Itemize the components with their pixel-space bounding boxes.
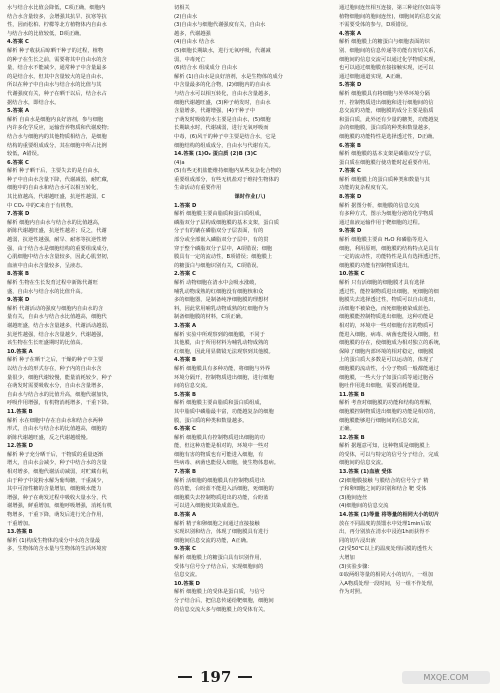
text-line: (2)受50℃以上的温度处理后膜的透性大 — [339, 546, 433, 553]
text-line: 同的切片浸出液 — [339, 537, 376, 544]
text-line: 解析 水在细胞中存在自由水和结合水两种 — [7, 417, 104, 424]
text-line: 与结合水的比值较低，D项正确。 — [7, 30, 85, 37]
text-line: 11.答案 B — [7, 408, 33, 415]
text-line: 中 CO₂ 中的C来自于有机物。 — [7, 202, 77, 209]
text-line: 解析 细胞内自由水与结合水的比值越高， — [7, 219, 104, 226]
text-line: 一定的流动性，功能特性是具有选择透过性， — [339, 254, 444, 261]
text-line: 解析 细胞膜具有多种功能，将细胞与外界 — [174, 365, 271, 372]
text-line: 11.答案 B — [339, 391, 365, 398]
text-line: 切相关 — [174, 5, 190, 11]
text-line: 能进入细胞，病毒、病菌也能侵入细胞，但 — [339, 331, 439, 338]
text-line: 10.答案 A — [7, 348, 33, 355]
text-line: 与结合水可以相互转化，自由水含量越多， — [174, 90, 274, 97]
text-line: 抗逆性越强，结合水含量越少，代谢越强， — [7, 331, 107, 338]
text-line: 中含量最多的化合物，(2)细胞内的自由水 — [174, 82, 271, 89]
text-line: 细胞结构的组成成分，自由水与代谢有关。 — [174, 142, 274, 149]
text-column-right — [339, 4, 495, 664]
text-line: 生命活动有重要作用 — [174, 185, 222, 192]
text-line: 细胞中的自由水和结合水可以相互转化， — [7, 185, 102, 192]
text-line: 其中脂质中磷脂最丰富，功能越复杂的细胞 — [174, 408, 274, 415]
text-line: 4.答案 A — [339, 30, 362, 37]
text-line: 中毒，(6)风干的种子中主要是结合水，它是 — [174, 133, 276, 140]
text-line: 保障了细胞内部环境的相对稳定，细胞膜 — [339, 348, 434, 355]
text-line: 10.答案 D — [174, 580, 200, 587]
text-line: 解析 活细胞的细胞膜具有控制物质进出 — [174, 477, 265, 484]
text-line: 膜，蛋白质的种类和数量越多。 — [174, 417, 248, 424]
text-line: 解析 据题意可知，这种物质是细胞膜上 — [339, 443, 430, 450]
text-line: 解析 (1)构成生物体的成分中水的含量最 — [7, 537, 101, 544]
text-line: 量很少，细胞代谢较慢，能量消耗较少，种子 — [7, 374, 112, 381]
text-line: 的糖蛋白与细胞识别有关，C项错误。 — [174, 262, 262, 269]
text-line: 植物细胞间的胞间连丝)，细胞间的信息交流 — [339, 13, 441, 20]
text-line: 含量增多，代谢增强，(4)干种子中 — [174, 108, 255, 115]
text-line: 细胞，利用原则，细胞膜的结构特点是具有 — [339, 245, 439, 252]
text-line: 可以进入细胞使其染成蓝色。 — [174, 503, 243, 510]
text-line: 13.答案 B — [7, 529, 33, 536]
text-line: 其他膜，由于所用材料为哺乳动物成熟的 — [174, 340, 269, 347]
text-line: 7.答案 D — [7, 211, 30, 218]
text-line: 越弱，抗逆性越强，耐旱、耐寒等抗逆性增 — [7, 237, 107, 244]
page-number: 197 — [200, 668, 232, 686]
page-footer — [0, 668, 500, 688]
text-line: 环境分隔开，控制物质进出细胞，进行细胞 — [174, 374, 274, 381]
text-line: 较低，A错误。 — [7, 151, 43, 158]
text-line: 越多，代谢越强 — [174, 30, 211, 37]
text-line: 也可以通过细胞膜直接接触实现，还可以 — [339, 65, 434, 72]
text-line: 解析 实验中所观察到的细胞膜，不同于 — [174, 331, 265, 338]
text-line: 的受体，可以与特定的信号分子结合，完成 — [339, 451, 439, 458]
text-line: 形式，自由水与结合水的比值越高，细胞的 — [7, 426, 107, 433]
text-line: 增强，种子在萌发过程中吸收大量水分，代 — [7, 494, 107, 501]
text-line: 谢增强，鲜重增加，细胞呼吸增强，消耗有机 — [7, 503, 112, 510]
text-line: 5.答案 B — [174, 391, 196, 398]
text-line: 8.答案 B — [7, 271, 29, 278]
text-line: 增大，自由水会减少，种子中结合水的含量 — [7, 460, 107, 467]
text-line: 细胞膜控制物质进出细胞的功能是相对的， — [339, 408, 439, 415]
text-line: 6.答案 B — [339, 142, 361, 149]
text-line: 能，但这种功能是相对的，环境中一些对 — [174, 443, 269, 450]
text-line: (3)胞间连丝 — [339, 494, 368, 501]
text-line: 杂的细胞膜，蛋白质的种类和数量越多， — [339, 125, 434, 132]
text-line: (5)细胞长期缺水，进行无氧呼吸，代谢减 — [174, 47, 271, 54]
text-line: 膜具有一定的流动性，B项错误；细胞膜上 — [174, 254, 273, 261]
text-line: 相对增多，细胞代谢活动减弱，对贮藏有利， — [7, 469, 112, 476]
text-line: 透过性，能控制物质进出细胞，死细胞的细 — [339, 288, 439, 295]
text-line: 哺乳动物成熟的红细胞没有细胞核和众 — [174, 288, 264, 295]
text-line: 物增多，干重下降，萌发后进行光合作用， — [7, 512, 107, 519]
text-line: 由于种子中淀粉水解为葡萄糖，干重减少， — [7, 477, 107, 484]
text-line: (4)a — [174, 159, 185, 166]
text-line: 1.答案 D — [174, 202, 197, 209]
text-line: 制备细胞膜的材料，C项正确。 — [174, 314, 246, 321]
text-line: 有多种方式，图示为细胞分泌的化学物质 — [339, 211, 434, 218]
text-line: 实现识别和结合，体现了细胞膜具有进行 — [174, 529, 269, 536]
text-line: 细胞膜的功能有控制物质进出。 — [339, 262, 413, 269]
text-line: 解析 精子和卵细胞之间通过直接接触 — [174, 520, 260, 527]
text-line: 部分或全部嵌入磷脂双分子层中，有的贯 — [174, 237, 269, 244]
text-line: 入A物质处理一段时间，另一组不作处理， — [339, 580, 438, 587]
text-line: 细胞膜失去控制物质进出的功能，台盼蓝 — [174, 494, 269, 501]
text-line: 结构的重要组成成分，其在细胞中所占比例 — [7, 142, 107, 149]
text-line: 解析 种子晒干后，主要失去的是自由水， — [7, 168, 104, 175]
text-line: 心肌细胞中结合水含量较多，因此心肌坚韧， — [7, 254, 112, 261]
text-line: 4.答案 B — [174, 357, 196, 364]
text-line: 其中可溶性糖的含量增加，细胞吸水能力 — [7, 486, 102, 493]
text-line: 解析 细胞膜上的糖蛋白与细胞表面的识 — [339, 39, 430, 46]
text-line: 通过胞间连丝相互连接，第三种途径(如高等 — [339, 5, 441, 11]
text-line: 开、控制物质进出细胞和进行细胞间的信 — [339, 99, 434, 106]
text-line: 细胞间的信息交流。 — [339, 460, 387, 467]
text-line: 内许多化学反应，运输营养物质和代谢废物； — [7, 125, 112, 132]
text-line: 通过血液运输作用于靶细胞的过程。 — [339, 219, 423, 226]
text-line: 蛋白质在细胞膜行使功能时起重要作用。 — [339, 159, 434, 166]
text-line: 细胞间的信息交流可以通过化学物质实现， — [339, 56, 439, 63]
text-line: 解析 细胞膜的基本支架是磷脂双分子层， — [339, 151, 436, 158]
text-line: (3)实验步骤： — [339, 563, 373, 570]
text-line: 细胞膜的功能特性是选择透过性，D正确。 — [339, 133, 438, 140]
text-line: 子和卵细胞之间的识别和结合 靶 受体 — [339, 486, 427, 493]
text-line: 8.答案 A — [174, 512, 197, 519]
text-line: 的种子在生长之前，需要将其中自由水的含 — [7, 56, 107, 63]
text-line: 通过细胞通道实现，A正确。 — [339, 73, 406, 80]
text-line: 量，结合水不能减少，通常种子中含量最多 — [7, 65, 107, 72]
text-line: 细胞代谢越旺盛，(3)种子萌发时，自由水 — [174, 99, 271, 106]
text-line: 子萌发时吸收的水主要是自由水，(5)细胞 — [174, 116, 271, 123]
text-line: 别、细胞间的信息传递等功能有密切关系， — [339, 47, 439, 54]
text-line: 不需要受体的参与，D项错误。 — [339, 22, 412, 29]
text-line: 息交流的功能，细胞膜的成分主要是脂质 — [339, 108, 434, 115]
document-page — [7, 4, 495, 664]
text-line: 性，因而松柏、柠檬等北方植物体内自由水 — [7, 22, 107, 29]
text-line: 14.答案 (1)O₂ 蛋白质 (2)B (3)C — [174, 151, 257, 158]
text-line: 解析 细胞膜主要由脂质和蛋白质组成， — [174, 211, 265, 218]
text-line: 弱，中毒死亡 — [174, 56, 206, 63]
text-line: 和蛋白质，此外还有少量的糖类，功能越复 — [339, 116, 439, 123]
text-line: 胞膜失去选择透过性，物质可以自由进出， — [339, 297, 439, 304]
text-line: 该生物在生长旺盛期时的比值高。 — [7, 340, 86, 347]
text-line: 9.答案 C — [174, 546, 196, 553]
text-line: 长期缺水时，代谢减弱，进行无氧呼吸而 — [174, 125, 269, 132]
text-line: 水与结合水比值会降低，C项正确，细胞内 — [7, 5, 106, 11]
text-line: (5)有些无机盐能维持细胞内某些复杂化合物的 — [174, 168, 282, 175]
left-dash — [178, 676, 192, 678]
text-line: ①取两组等量的相同大小的切片，一组加 — [339, 572, 433, 579]
text-line: 放在不同温度的蒸馏水中处理1min后取 — [339, 520, 431, 527]
text-line: (2)细胞膜接触 与膜结合的信号分子 精 — [339, 477, 429, 484]
text-line: 的功能，台盼蓝不能进入活细胞，死细胞的 — [174, 486, 274, 493]
text-line: 上的蛋白质大多数是可以运动的，体现了 — [339, 357, 434, 364]
text-line: 多，生物体的含水量与生物体的生活环境密 — [7, 546, 107, 553]
text-line: 分子有的镶在磷脂双分子层表面，有的 — [174, 228, 264, 235]
text-line: 穿于整个磷脂双分子层中，A项错误；细胞 — [174, 245, 273, 252]
text-line: 胞吐作用进出细胞，需要消耗能量。 — [339, 383, 423, 390]
text-line: 10.答案 C — [339, 271, 365, 278]
watermark-logo: MXQE.COM — [402, 671, 490, 684]
text-line: 强，由于结合水是细胞结构的重要组成成分， — [7, 245, 112, 252]
text-line: 12.答案 D — [7, 443, 33, 450]
text-line: 些病毒、病菌也能侵入细胞，使生物体患病。 — [174, 460, 279, 467]
text-line: 14.答案 (1)等量 将等量的相同大小的切片 — [339, 512, 440, 519]
text-line: (3)自由水与细胞代谢强度有关，自由水 — [174, 22, 266, 29]
text-line: 5.答案 D — [339, 82, 362, 89]
text-line: 12.答案 B — [339, 434, 365, 441]
text-line: 解析 细胞膜具有控制物质进出细胞的功 — [174, 434, 265, 441]
text-line: 9.答案 D — [339, 228, 362, 235]
text-line: 呼吸作用增强，有机物消耗增多，干重下降。 — [7, 400, 112, 407]
text-line: 正确。 — [339, 426, 355, 433]
text-line: 活细胞不被染色，而死细胞被染成蓝色。 — [339, 305, 434, 312]
text-line: 解析 生物在生长发育过程中新陈代谢旺 — [7, 280, 98, 286]
text-line: 4.答案 C — [7, 39, 29, 46]
right-dash — [238, 676, 252, 678]
text-line: 解析 代谢活动的强度与细胞内自由水的含 — [7, 305, 104, 312]
text-line: 间的信息交流。 — [174, 383, 211, 390]
text-line: 新陈代谢越旺盛，反之代谢越缓慢。 — [7, 434, 91, 441]
text-line: 盛，自由水与结合水的比值升高。 — [7, 288, 86, 295]
text-line: 磷脂双分子层构成细胞膜的基本支架，蛋白质 — [174, 219, 279, 226]
text-line: 自由水与结合水的比值升高，细胞代谢加快， — [7, 391, 112, 398]
text-column-middle — [174, 4, 326, 664]
text-line: 的信息交流大多与细胞膜上的受体有关。 — [174, 606, 269, 613]
text-line: 7.答案 C — [339, 168, 361, 175]
text-line: 5.答案 A — [7, 108, 30, 115]
text-line: 分子结合后，把信息传递给靶细胞，细胞间 — [174, 597, 274, 604]
text-line: 解析 细胞膜上的受体是蛋白质，与信号 — [174, 589, 265, 596]
text-line: 解析 动物细胞在清水中会吸水涨破， — [174, 280, 260, 286]
text-line: 所以在种子中自由水与结合水的比值与其 — [7, 82, 102, 89]
text-line: 多的细胞器，是制备纯净细胞膜的理想材 — [174, 297, 269, 304]
text-line: 在萌发时需要吸收水分，自由水含量增多， — [7, 383, 107, 390]
text-line: 解析 只有活细胞的细胞膜才具有选择 — [339, 280, 425, 286]
text-line: 2.答案 C — [174, 271, 196, 278]
text-line: 解析 自由水是细胞内良好溶剂，参与细胞 — [7, 116, 104, 123]
text-line: 细胞膜能够进行细胞间的信息交流， — [339, 417, 423, 424]
text-column-left — [7, 4, 161, 664]
text-line: 干重增加。 — [7, 520, 34, 527]
text-line: 相对的，环境中一些对细胞有害的物质可 — [339, 322, 434, 329]
text-line: 13.答案 (1)血液 受体 — [339, 469, 392, 476]
text-line: 以结合水的形式存在，种子内的自由水含 — [7, 365, 102, 372]
text-line: 解析 细胞膜上的蛋白质种类和数量与其 — [339, 176, 430, 183]
text-line: 功能的复杂程度有关。 — [339, 185, 392, 192]
text-line: (2)自由水 — [174, 13, 198, 20]
text-line: 代谢强度有关，种子在晒干以后，结合水占 — [7, 90, 107, 97]
text-line: 6.答案 C — [7, 159, 29, 166]
text-line: 解析 细胞膜主要由脂质和蛋白质组成， — [174, 400, 265, 407]
text-line: 新陈代谢越旺盛，抗逆性越差；反之，代谢 — [7, 228, 107, 235]
text-line: 解析 据图分析，细胞膜的信息交流 — [339, 202, 420, 209]
text-line: 红细胞，因此用显微镜无法观察到其他膜。 — [174, 348, 274, 355]
text-line: (6)结合水 组成成分 自由水 — [174, 65, 238, 72]
text-line: 受体与信号分子结合后，实现细胞间的 — [174, 563, 264, 570]
text-line: 细胞有害的物质也有可能进入细胞，有 — [174, 451, 264, 458]
text-line: 解析 种子在晒干之后，干燥的种子中主要 — [7, 357, 104, 364]
text-line: 谢越旺盛，结合水含量越多，代谢活动越弱， — [7, 322, 112, 329]
text-line: 结合水含量较多，会增强其抗旱、抗寒等抗 — [7, 13, 107, 20]
text-line: 解析 种子充分晒干后，干物质的重量逐渐 — [7, 451, 104, 458]
text-line: 解析 细胞膜主要由 H₂O 和磷脂等进入 — [339, 237, 428, 244]
text-line: (4)自由水 结合水 — [174, 39, 215, 46]
text-line: 血液中自由水含量较多，呈液态。 — [7, 262, 86, 269]
text-line: 其比值越高，代谢越旺盛，抗逆性越弱，C — [7, 194, 106, 201]
text-line: 量有关，自由水与结合水比值越高，细胞代 — [7, 314, 107, 321]
text-line: 解析 细胞膜上的糖蛋白具有识别作用， — [174, 555, 265, 561]
text-line: 种子中自由水含量下降，代谢减弱，耐贮藏， — [7, 176, 112, 183]
text-line: 解析 (1)自由水是良好溶剂，水是生物体的成分 — [174, 73, 283, 80]
text-line: 细胞膜的流动性，小分子物质一般都能通过 — [339, 365, 439, 372]
text-line: 细胞间信息交流的功能，A正确。 — [174, 537, 252, 544]
text-line: 信息交流。 — [174, 572, 201, 579]
text-line: 出，再分别放在清水中浸泡1h而获得不 — [339, 529, 430, 536]
text-line: 料，因此常用哺乳动物成熟的红细胞作为 — [174, 305, 269, 312]
text-line: 的是结合水，但其中含量较大的是自由水， — [7, 73, 107, 80]
text-line: 课时作业(八) — [234, 194, 266, 201]
text-line: 6.答案 C — [174, 426, 196, 433]
text-line: 解析 考查对细胞膜的功能和结构的理解， — [339, 400, 436, 407]
text-line: 细胞膜，一些大分子如蛋白质等通过胞吞 — [339, 374, 434, 381]
text-line: 细胞膜能控制物质进出细胞，这种功能是 — [339, 314, 434, 321]
text-line: (4)细胞间的信息交流 — [339, 503, 389, 510]
text-line: 解析 细胞膜具有将细胞与外界环境分隔 — [339, 90, 430, 97]
text-line: 8.答案 D — [339, 194, 362, 201]
text-line: 作为对照。 — [339, 589, 366, 596]
text-line: 据结合水，即结合水。 — [7, 99, 60, 106]
text-line: 重要组成部分，有些无机盐对于维持生物体的 — [174, 176, 279, 183]
text-line: 7.答案 B — [174, 469, 196, 476]
text-line: 9.答案 D — [7, 297, 30, 304]
text-line: 大增加 — [339, 555, 355, 561]
text-line: 细胞膜的存在，使细胞成为相对独立的系统， — [339, 340, 444, 347]
text-line: 解析 种子收获后晾晒干种子的过程，植物 — [7, 47, 104, 54]
text-line: 3.答案 A — [174, 322, 197, 329]
text-line: 结合水与细胞内的其他物质相结合，是细胞 — [7, 133, 107, 140]
